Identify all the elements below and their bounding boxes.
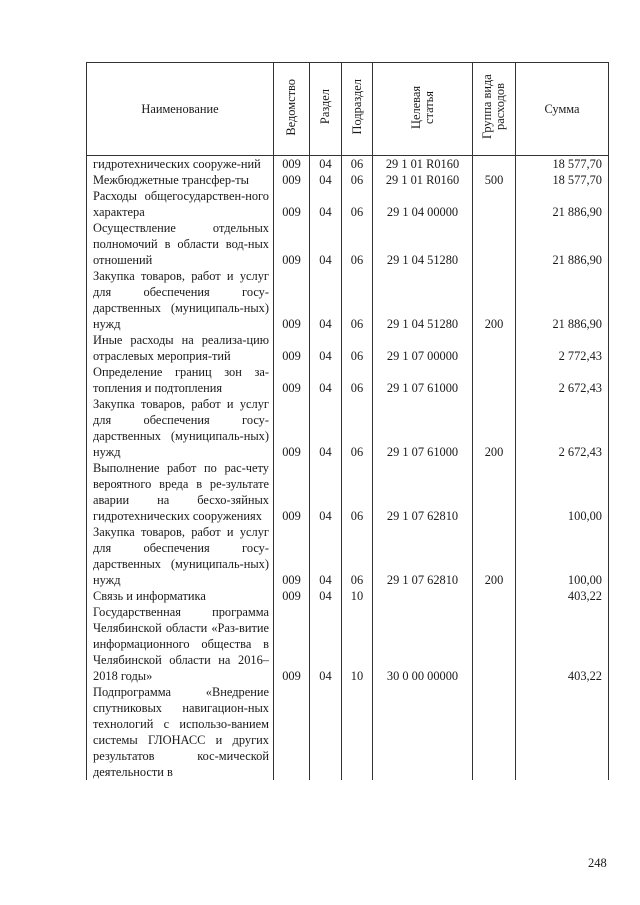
cell-summa: 100,00 xyxy=(516,524,609,588)
cell-gruppa xyxy=(473,332,516,364)
table-row xyxy=(87,684,609,780)
cell-vedomstvo xyxy=(274,684,310,780)
table-row xyxy=(87,156,609,173)
cell-tselevaya-statya xyxy=(373,684,473,780)
cell-podrazdel: 06 xyxy=(342,268,373,332)
cell-tselevaya-statya xyxy=(373,588,473,604)
cell-vedomstvo: 009 xyxy=(274,460,310,524)
cell-vedomstvo: 009 xyxy=(274,268,310,332)
table-row xyxy=(87,332,609,364)
cell-podrazdel: 06 xyxy=(342,396,373,460)
cell-tselevaya-statya: 29 1 01 R0160 xyxy=(373,156,473,173)
header-summa: Сумма xyxy=(516,63,609,156)
cell-vedomstvo: 009 xyxy=(274,604,310,684)
cell-name: гидротехнических сооруже-ний xyxy=(87,156,274,173)
cell-gruppa xyxy=(473,460,516,524)
cell-summa: 403,22 xyxy=(516,588,609,604)
cell-name: Закупка товаров, работ и услуг для обеспечения госу-дарственных (муниципаль-ных) нужд xyxy=(87,396,274,460)
table-row xyxy=(87,268,609,332)
table-row xyxy=(87,460,609,524)
cell-vedomstvo: 009 xyxy=(274,188,310,220)
table-row xyxy=(87,188,609,220)
cell-podrazdel: 06 xyxy=(342,156,373,173)
cell-gruppa xyxy=(473,188,516,220)
cell-razdel: 04 xyxy=(310,268,342,332)
cell-podrazdel xyxy=(342,684,373,780)
header-podrazdel: Подраздел xyxy=(342,63,373,156)
cell-podrazdel: 06 xyxy=(342,460,373,524)
table-row xyxy=(87,364,609,396)
cell-vedomstvo: 009 xyxy=(274,396,310,460)
table-row xyxy=(87,220,609,268)
cell-vedomstvo: 009 xyxy=(274,172,310,188)
cell-gruppa xyxy=(473,156,516,173)
table-row xyxy=(87,172,609,188)
cell-gruppa xyxy=(473,364,516,396)
cell-summa: 21 886,90 xyxy=(516,220,609,268)
cell-tselevaya-statya: 29 1 04 51280 xyxy=(373,220,473,268)
header-tselevaya-statya: Целевая статья xyxy=(373,63,473,156)
cell-razdel: 04 xyxy=(310,364,342,396)
cell-razdel: 04 xyxy=(310,172,342,188)
cell-name: Связь и информатика xyxy=(87,588,274,604)
table-header-row xyxy=(87,63,609,156)
cell-gruppa xyxy=(473,220,516,268)
cell-tselevaya-statya: 29 1 07 62810 xyxy=(373,524,473,588)
cell-summa: 2 772,43 xyxy=(516,332,609,364)
cell-razdel: 04 xyxy=(310,396,342,460)
cell-podrazdel: 10 xyxy=(342,588,373,604)
cell-podrazdel: 06 xyxy=(342,332,373,364)
cell-summa: 18 577,70 xyxy=(516,156,609,173)
cell-gruppa: 200 xyxy=(473,524,516,588)
cell-vedomstvo: 009 xyxy=(274,588,310,604)
cell-gruppa: 500 xyxy=(473,172,516,188)
budget-table xyxy=(86,62,609,780)
cell-name: Осуществление отдельных полномочий в области вод-ных отношений xyxy=(87,220,274,268)
cell-summa: 403,22 xyxy=(516,604,609,684)
cell-gruppa: 200 xyxy=(473,396,516,460)
cell-name: Расходы общегосударствен-ного характера xyxy=(87,188,274,220)
header-gruppa-vida-raskhodov: Группа вида расходов xyxy=(473,63,516,156)
cell-razdel xyxy=(310,684,342,780)
header-name: Наименование xyxy=(87,63,274,156)
cell-name: Государственная программа Челябинской области «Раз-витие информационного общества в Челябинской области на 2016–2018 годы» xyxy=(87,604,274,684)
cell-summa: 100,00 xyxy=(516,460,609,524)
cell-gruppa xyxy=(473,604,516,684)
cell-podrazdel: 06 xyxy=(342,524,373,588)
cell-summa: 2 672,43 xyxy=(516,396,609,460)
cell-gruppa xyxy=(473,684,516,780)
cell-podrazdel: 10 xyxy=(342,604,373,684)
cell-tselevaya-statya: 29 1 07 62810 xyxy=(373,460,473,524)
cell-vedomstvo: 009 xyxy=(274,220,310,268)
cell-name: Иные расходы на реализа-цию отраслевых мероприя-тий xyxy=(87,332,274,364)
cell-summa: 21 886,90 xyxy=(516,268,609,332)
cell-tselevaya-statya: 29 1 07 61000 xyxy=(373,364,473,396)
cell-name: Закупка товаров, работ и услуг для обеспечения госу-дарственных (муниципаль-ных) нужд xyxy=(87,524,274,588)
header-vedomstvo: Ведомство xyxy=(274,63,310,156)
cell-name: Выполнение работ по рас-чету вероятного вреда в ре-зультате аварии на бесхо-зяйных гидротехнических сооружениях xyxy=(87,460,274,524)
cell-name: Межбюджетные трансфер-ты xyxy=(87,172,274,188)
header-razdel: Раздел xyxy=(310,63,342,156)
cell-summa: 21 886,90 xyxy=(516,188,609,220)
cell-gruppa: 200 xyxy=(473,268,516,332)
cell-tselevaya-statya: 29 1 01 R0160 xyxy=(373,172,473,188)
cell-name: Определение границ зон за-топления и подтопления xyxy=(87,364,274,396)
cell-tselevaya-statya: 29 1 04 00000 xyxy=(373,188,473,220)
cell-razdel: 04 xyxy=(310,188,342,220)
cell-razdel: 04 xyxy=(310,460,342,524)
table-row xyxy=(87,588,609,604)
cell-razdel: 04 xyxy=(310,604,342,684)
cell-razdel: 04 xyxy=(310,524,342,588)
cell-podrazdel: 06 xyxy=(342,364,373,396)
cell-razdel: 04 xyxy=(310,588,342,604)
cell-vedomstvo: 009 xyxy=(274,524,310,588)
cell-vedomstvo: 009 xyxy=(274,332,310,364)
cell-name: Подпрограмма «Внедрение спутниковых навигацион-ных технологий с использо-ванием системы ГЛОНАСС и других результатов кос-мической деятельности в xyxy=(87,684,274,780)
cell-tselevaya-statya: 29 1 07 61000 xyxy=(373,396,473,460)
cell-podrazdel: 06 xyxy=(342,188,373,220)
cell-podrazdel: 06 xyxy=(342,220,373,268)
cell-name: Закупка товаров, работ и услуг для обеспечения госу-дарственных (муниципаль-ных) нужд xyxy=(87,268,274,332)
table-row xyxy=(87,524,609,588)
cell-summa xyxy=(516,684,609,780)
cell-vedomstvo: 009 xyxy=(274,364,310,396)
cell-razdel: 04 xyxy=(310,220,342,268)
cell-summa: 18 577,70 xyxy=(516,172,609,188)
page-number: 248 xyxy=(588,856,607,870)
cell-razdel: 04 xyxy=(310,332,342,364)
cell-podrazdel: 06 xyxy=(342,172,373,188)
cell-tselevaya-statya: 29 1 04 51280 xyxy=(373,268,473,332)
cell-tselevaya-statya: 30 0 00 00000 xyxy=(373,604,473,684)
table-row xyxy=(87,396,609,460)
cell-gruppa xyxy=(473,588,516,604)
cell-razdel: 04 xyxy=(310,156,342,173)
cell-tselevaya-statya: 29 1 07 00000 xyxy=(373,332,473,364)
cell-vedomstvo: 009 xyxy=(274,156,310,173)
table-row xyxy=(87,604,609,684)
cell-summa: 2 672,43 xyxy=(516,364,609,396)
